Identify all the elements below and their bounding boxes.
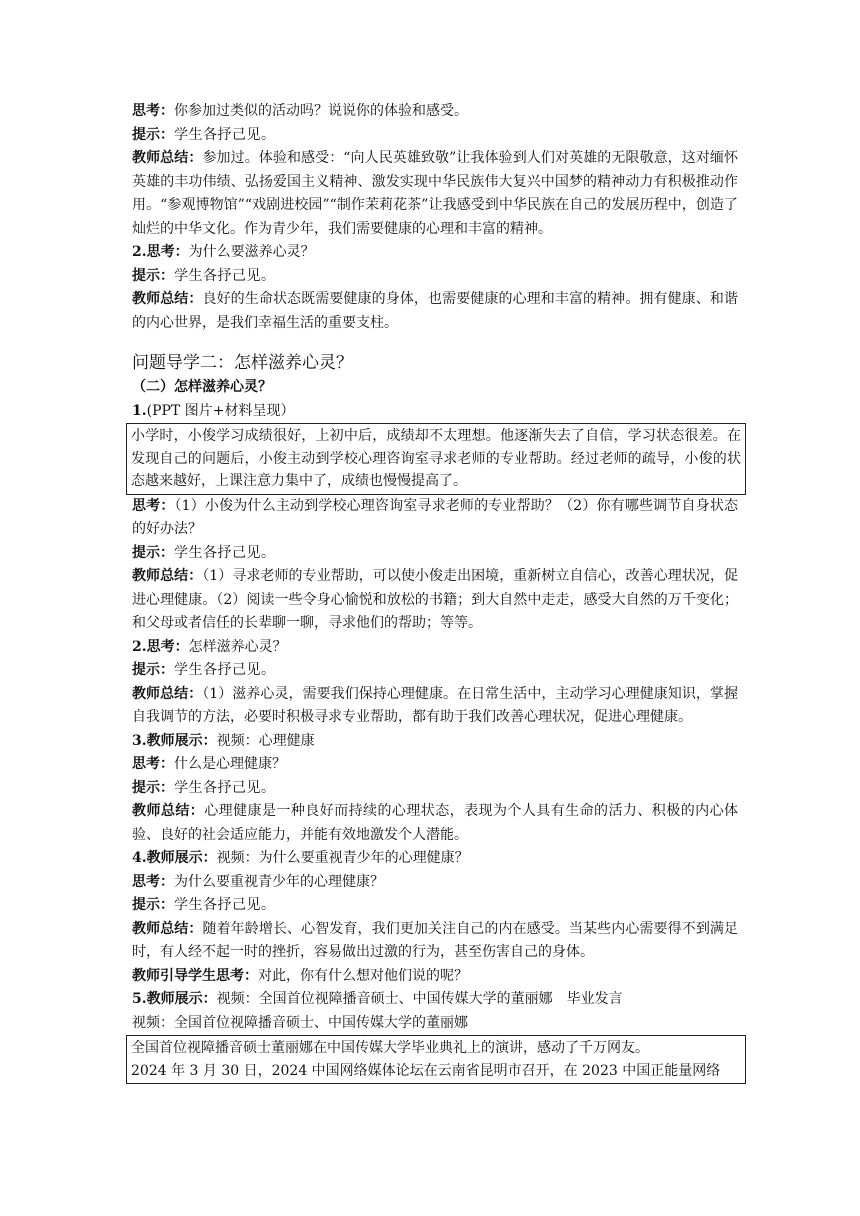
summary-paragraph [132,288,738,335]
guide-paragraph [132,965,738,989]
think-text: （1）小俊为什么主动到学校心理咨询室寻求老师的专业帮助？（2）你有哪些调节自身状态的好办法？ [132,497,739,537]
summary-label: 教师总结： [132,568,203,584]
think-paragraph [132,100,738,124]
item-label: 1. [132,402,147,419]
think-label: 思考： [132,103,174,119]
show-label: 5.教师展示： [132,991,217,1007]
material-line: 2024 年 3 月 30 日，2024 中国网络媒体论坛在云南省昆明市召开，在 2023 中国正能量网络 [131,1062,721,1079]
think-label: 思考： [132,497,175,514]
hint-text: 学生各抒己见。 [174,897,276,913]
summary-label: 教师总结： [132,920,203,937]
hint-text: 学生各抒己见。 [174,779,276,796]
summary-paragraph [132,918,738,965]
hint-paragraph [132,265,738,289]
section-title: 问题导学二：怎样滋养心灵？ [132,353,353,373]
item-paragraph [132,400,738,424]
think-label: 思考： [132,873,174,890]
think-text: 为什么要重视青少年的心理健康？ [174,873,384,890]
document-page [131,100,741,1084]
summary-text: （1）寻求老师的专业帮助，可以使小俊走出困境，重新树立自信心，改善心理状况，促进心理健康。（2）阅读一些令身心愉悦和放松的书籍；到大自然中走走，感受大自然的万千变化；和父母或者信任的长辈聊一聊，寻求他们的帮助；等等。 [132,568,739,631]
item-text: (PPT 图片+材料呈现） [146,402,295,419]
hint-label: 提示： [132,897,174,913]
hint-paragraph [132,777,738,801]
material-box [126,423,746,495]
hint-text: 学生各抒己见。 [174,267,276,284]
show-text: 视频：心理健康 [216,732,315,749]
hint-paragraph [132,659,738,683]
summary-text: 随着年龄增长、心智发育，我们更加关注自己的内在感受。当某些内心需要得不到满足时，有人经不起一时的挫折，容易做出过激的行为，甚至伤害自己的身体。 [132,920,739,960]
summary-paragraph [132,800,738,847]
hint-text: 学生各抒己见。 [174,126,276,143]
think-paragraph [132,753,738,777]
summary-text: 良好的生命状态既需要健康的身体，也需要健康的心理和丰富的精神。拥有健康、和谐的内心世界，是我们幸福生活的重要支柱。 [132,291,739,331]
summary-label: 教师总结： [132,803,205,819]
think-label: 2.思考： [132,244,189,260]
show-label: 4.教师展示： [132,850,217,866]
material-text: 小学时，小俊学习成绩很好，上初中后，成绩却不太理想。他逐渐失去了自信，学习状态很差。在发现自己的问题后，小俊主动到学校心理咨询室寻求老师的专业帮助。经过老师的疏导，小俊的状态越来越好，上课注意力集中了，成绩也慢慢提高了。 [131,428,741,489]
hint-paragraph [132,894,738,918]
hint-label: 提示： [132,544,174,561]
show-text: 视频：全国首位视障播音硕士、中国传媒大学的董丽娜 毕业发言 [216,991,623,1007]
summary-label: 教师总结： [132,685,203,702]
show-paragraph [132,730,738,754]
think-paragraph [132,871,738,895]
show-paragraph [132,847,738,871]
think-label: 2.思考： [132,638,189,655]
think-paragraph [132,636,738,660]
think-text: 什么是心理健康？ [174,756,286,772]
guide-text: 对此，你有什么想对他们说的呢？ [258,967,468,984]
summary-label: 教师总结： [132,291,203,307]
hint-label: 提示： [132,779,174,796]
subsection-title: （二）怎样滋养心灵？ [132,379,272,395]
think-label: 思考： [132,756,174,772]
think-text: 你参加过类似的活动吗？说说你的体验和感受。 [174,103,468,119]
summary-paragraph [132,565,738,636]
hint-text: 学生各抒己见。 [174,662,276,678]
think-text: 怎样滋养心灵？ [188,638,287,655]
summary-paragraph [132,683,738,730]
material-box [126,1035,746,1084]
hint-paragraph [132,542,738,566]
show-paragraph [132,988,738,1012]
think-text: 为什么要滋养心灵？ [188,244,315,260]
summary-text: （1）滋养心灵，需要我们保持心理健康。在日常生活中，主动学习心理健康知识，掌握自我调节的方法，必要时积极寻求专业帮助，都有助于我们改善心理状况，促进心理健康。 [132,685,739,725]
show-text: 视频：为什么要重视青少年的心理健康？ [216,850,469,866]
hint-label: 提示： [132,662,174,678]
think-paragraph [132,241,738,265]
hint-text: 学生各抒己见。 [174,544,276,561]
summary-text: 参加过。体验和感受：“向人民英雄致敬”让我体验到人们对英雄的无限敬意，这对缅怀英雄的丰功伟绩、弘扬爱国主义精神、激发实现中华民族伟大复兴中国梦的精神动力有积极推动作用。“参观博物馆”“戏剧进校园”“制作茉莉花茶”让我感受到中华民族在自己的发展历程中，创造了灿烂的中华文化。作为青少年，我们需要健康的心理和丰富的精神。 [132,150,739,237]
video-line: 视频：全国首位视障播音硕士、中国传媒大学的董丽娜 [132,1014,468,1031]
think-paragraph [132,495,738,542]
hint-paragraph [132,124,738,148]
summary-text: 心理健康是一种良好而持续的心理状态，表现为个人具有生命的活力、积极的内心体验、良好的社会适应能力，并能有效地激发个人潜能。 [132,803,739,843]
material-line: 全国首位视障播音硕士董丽娜在中国传媒大学毕业典礼上的演讲，感动了千万网友。 [131,1040,649,1056]
hint-label: 提示： [132,126,174,143]
hint-label: 提示： [132,267,174,284]
guide-label: 教师引导学生思考： [132,967,258,984]
summary-label: 教师总结： [132,150,203,166]
summary-paragraph [132,147,738,241]
show-label: 3.教师展示： [132,732,217,749]
